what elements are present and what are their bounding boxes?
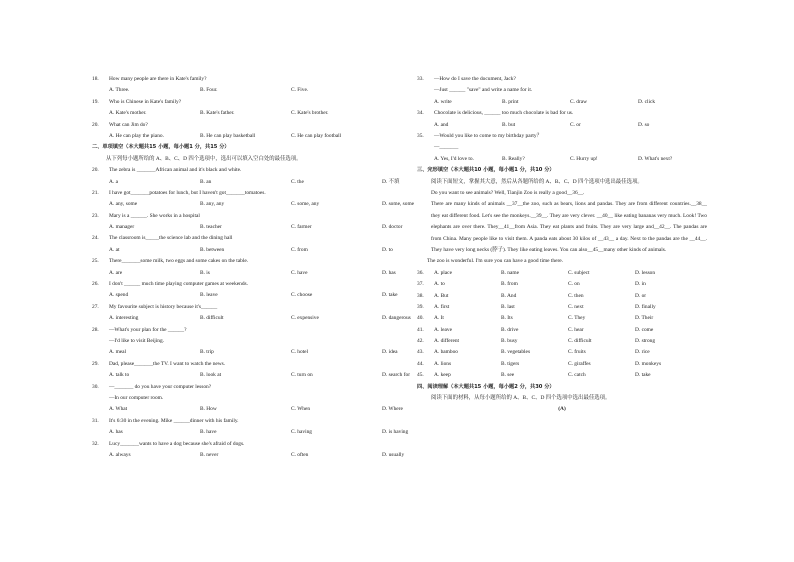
option[interactable]: D. idea bbox=[382, 349, 398, 356]
option[interactable]: D. click bbox=[638, 98, 656, 105]
question-stem: 26. I don't ______ much time playing computer games at weekends. bbox=[92, 281, 248, 288]
option[interactable]: A. interesting bbox=[109, 315, 139, 322]
passage-label: (A) bbox=[558, 406, 566, 413]
options-row bbox=[417, 120, 707, 131]
option[interactable]: A. always bbox=[109, 451, 131, 458]
option[interactable]: D. some, some bbox=[382, 201, 415, 208]
section-title: 三、完形填空（本大题共10 小题，每小题1 分，共10 分） bbox=[417, 167, 555, 174]
option[interactable]: C. fruits bbox=[568, 349, 586, 356]
option[interactable]: A. at bbox=[109, 246, 120, 253]
options-row bbox=[92, 427, 409, 438]
option[interactable]: A. are bbox=[109, 269, 123, 276]
option[interactable]: D. to bbox=[382, 246, 393, 253]
option[interactable]: B. Really? bbox=[502, 155, 525, 162]
options-row bbox=[92, 245, 393, 256]
option[interactable]: B. any, any bbox=[200, 201, 225, 208]
option[interactable]: B. Its bbox=[501, 315, 513, 322]
option[interactable]: B. And bbox=[501, 292, 517, 299]
cloze-row: 36. A. place B. name C. subject D. lesson bbox=[417, 268, 707, 279]
option[interactable]: C. They bbox=[568, 315, 586, 322]
question-stem-cont: —_______ bbox=[434, 144, 459, 151]
option[interactable]: B. never bbox=[200, 451, 219, 458]
option[interactable]: B. He can play basketball bbox=[200, 132, 256, 139]
option[interactable]: D. or bbox=[635, 292, 647, 299]
cloze-row: 42. A. different B. busy C. difficult D. strong bbox=[417, 336, 707, 347]
options-row bbox=[92, 347, 398, 358]
options-row bbox=[92, 222, 403, 233]
option[interactable]: A. Three. bbox=[109, 87, 130, 94]
options-row bbox=[92, 268, 396, 279]
section-title: 四、阅读理解（本大题共15 小题，每小题2 分，共30 分） bbox=[417, 383, 555, 390]
option[interactable]: D. is having bbox=[382, 429, 409, 436]
options-row bbox=[92, 177, 400, 188]
option[interactable]: C. hear bbox=[568, 326, 584, 333]
option[interactable]: C. the bbox=[291, 178, 304, 185]
option[interactable]: D. rice bbox=[635, 349, 650, 356]
option[interactable]: A. manager bbox=[109, 224, 135, 231]
question-stem: 34. Chocolate is delicious, ______ too much chocolate is bad for us. bbox=[417, 110, 574, 117]
cloze-row: 39. A. first B. last C. next D. finally bbox=[417, 302, 707, 313]
option[interactable]: C. on bbox=[568, 281, 580, 288]
option[interactable]: D. What's next? bbox=[638, 155, 673, 162]
option[interactable]: C. often bbox=[291, 451, 309, 458]
options-row bbox=[92, 290, 398, 301]
option[interactable]: B. last bbox=[501, 303, 515, 310]
option[interactable]: A. It bbox=[434, 315, 444, 322]
option[interactable]: D. come bbox=[635, 326, 654, 333]
option[interactable]: A. first bbox=[434, 303, 450, 310]
option[interactable]: C. farmer bbox=[291, 224, 312, 231]
option[interactable]: D. take bbox=[635, 372, 651, 379]
option[interactable]: D. dangerous bbox=[382, 315, 411, 322]
passage-paragraph: The zoo is wonderful. I'm sure you can have a good time there. bbox=[427, 258, 563, 265]
option[interactable]: C. difficult bbox=[568, 338, 592, 345]
question-stem: 24. The classroom is_____the science lab and the dining hall bbox=[92, 235, 233, 242]
options-row bbox=[417, 97, 707, 108]
option[interactable]: B. How bbox=[200, 406, 217, 413]
right-column bbox=[417, 74, 707, 416]
question-stem: 23. Mary is a ______. She works in a hospital bbox=[92, 212, 200, 219]
option[interactable]: D. Their bbox=[635, 315, 654, 322]
option[interactable]: C. next bbox=[568, 303, 584, 310]
option[interactable]: A. has bbox=[109, 429, 123, 436]
question-stem: 33. —How do I save the document, Jack? bbox=[417, 76, 516, 82]
option[interactable]: C. turn on bbox=[291, 372, 313, 379]
option[interactable]: A. keep bbox=[434, 372, 451, 379]
option[interactable]: B. print bbox=[502, 98, 519, 105]
option[interactable]: A. Yes, I'd love to. bbox=[434, 155, 474, 162]
question-stem: 20. What can Jim do? bbox=[92, 121, 148, 128]
option[interactable]: D. monkeys bbox=[635, 360, 662, 367]
options-row bbox=[417, 154, 707, 165]
cloze-row: 40. A. It B. Its C. They D. Their bbox=[417, 313, 707, 324]
cloze-row: 43. A. bamboo B. vegetables C. fruits D. rice bbox=[417, 347, 707, 358]
option[interactable]: B. busy bbox=[501, 338, 518, 345]
option[interactable]: D. so bbox=[638, 121, 650, 128]
question-stem: 21. I have got_______potatoes for lunch, but I haven't got_______tomatoes. bbox=[92, 189, 266, 196]
passage-paragraph: There are many kinds of animals __37__the zoo, such as bears, lions and pandas. They are from different countries.__38__ they eat different food. Let's see the monkeys.__39__. They are very clever. __40__ like eating bananas very much. Look! Two elephants are over there. They__41__from Asia. They eat plants and fruits. They are very large and__42__. The pandas are from China. Many people like to visit them. A panda eats about 30 kilos of __43__ a day. Next to the pandas are the __44__. They have very long necks (脖子). They like eating leaves. You can also__45__many other kinds of animals. bbox=[431, 201, 707, 253]
option[interactable]: B. between bbox=[200, 246, 225, 253]
option[interactable]: A. a bbox=[109, 178, 118, 185]
option[interactable]: B. difficult bbox=[200, 315, 224, 322]
option[interactable]: D. lesson bbox=[635, 269, 656, 276]
option[interactable]: B. from bbox=[501, 281, 518, 288]
question-stem-cont: —Just ______ "save" and write a name for it. bbox=[434, 87, 533, 94]
option[interactable]: B. drive bbox=[501, 326, 519, 333]
options-row bbox=[92, 313, 411, 324]
section-instruction: 从下列每小题所给的 A、B、C、D 四个选项中，选出可以填入空白处的最佳选项。 bbox=[106, 155, 302, 162]
option[interactable]: B. have bbox=[200, 429, 217, 436]
option[interactable]: C. When bbox=[291, 406, 311, 413]
option[interactable]: A. leave bbox=[434, 326, 452, 333]
option[interactable]: A. to bbox=[434, 281, 445, 288]
question-stem: 18. How many people are there in Kate's family? bbox=[92, 76, 207, 82]
option[interactable]: C. catch bbox=[568, 372, 586, 379]
section-title: 二、单项填空（本大题共15 小题，每小题1 分，共15 分） bbox=[92, 144, 230, 151]
option[interactable]: D. Where bbox=[382, 406, 403, 413]
question-stem: 32. Lucy_______wants to have a dog because she's afraid of dogs. bbox=[92, 440, 245, 447]
option[interactable]: D. in bbox=[635, 281, 646, 288]
option[interactable]: A. He can play the piano. bbox=[109, 132, 164, 139]
option[interactable]: A. What bbox=[109, 406, 128, 413]
option[interactable]: B. an bbox=[200, 178, 212, 185]
options-row bbox=[92, 199, 415, 210]
option[interactable]: B. trip bbox=[200, 349, 214, 356]
question-stem: 27. My favourite subject is history because it's______ bbox=[92, 303, 218, 310]
question-stem-cont: —I'd like to visit Beijing. bbox=[109, 337, 165, 344]
question-stem: 31. It's 6:30 in the evening. Mike ______dinner with his family. bbox=[92, 417, 239, 424]
option[interactable]: B. name bbox=[501, 269, 519, 276]
option[interactable]: A. write bbox=[434, 98, 452, 105]
option[interactable]: A. bamboo bbox=[434, 349, 458, 356]
cloze-row: 38. A. But B. And C. then D. or bbox=[417, 291, 707, 302]
cloze-options bbox=[417, 268, 707, 382]
option[interactable]: C. subject bbox=[568, 269, 590, 276]
option[interactable]: C. having bbox=[291, 429, 312, 436]
options-row bbox=[92, 85, 382, 96]
question-stem: 25. There_______some milk, two eggs and some cakes on the table. bbox=[92, 258, 249, 265]
options-row bbox=[92, 108, 382, 119]
question-stem-cont: —In our computer room. bbox=[109, 394, 164, 401]
section-instruction: 阅读下面的材料，从每小题所给的 A、B、C、D 四个选项中选出最佳选项。 bbox=[431, 395, 611, 402]
option[interactable]: A. spend bbox=[109, 292, 129, 299]
option[interactable]: A. and bbox=[434, 121, 449, 128]
option[interactable]: C. hotel bbox=[291, 349, 309, 356]
question-stem: 28. —What's your plan for the ______? bbox=[92, 326, 187, 333]
option[interactable]: A. place bbox=[434, 269, 452, 276]
option[interactable]: C. Five. bbox=[291, 87, 309, 94]
option[interactable]: B. see bbox=[501, 372, 515, 379]
option[interactable]: B. leave bbox=[200, 292, 218, 299]
option[interactable]: C. Kate's brother. bbox=[291, 110, 329, 117]
option[interactable]: D. has bbox=[382, 269, 396, 276]
question-stem: 35. —Would you like to come to my birthday party？ bbox=[417, 132, 542, 139]
option[interactable]: C. or bbox=[570, 121, 581, 128]
option[interactable]: B. vegetables bbox=[501, 349, 531, 356]
option[interactable]: C. then bbox=[568, 292, 584, 299]
option[interactable]: B. but bbox=[502, 121, 516, 128]
option[interactable]: C. He can play football bbox=[291, 132, 342, 139]
option[interactable]: C. have bbox=[291, 269, 308, 276]
single-choice-questions bbox=[92, 165, 415, 461]
question-stem: 30. —_______ do you have your computer lesson? bbox=[92, 383, 212, 390]
option[interactable]: A. But bbox=[434, 292, 449, 299]
option[interactable]: A. talk to bbox=[109, 372, 130, 379]
cloze-row: 44. A. lions B. tigers C. giraffes D. monkeys bbox=[417, 359, 707, 370]
left-column bbox=[92, 74, 415, 461]
option[interactable]: C. giraffes bbox=[568, 360, 591, 367]
cloze-row: 37. A. to B. from C. on D. in bbox=[417, 279, 707, 290]
option[interactable]: A. lions bbox=[434, 360, 452, 367]
option[interactable]: C. some, any bbox=[291, 201, 320, 208]
option[interactable]: A. any, some bbox=[109, 201, 138, 208]
option[interactable]: D. 不填 bbox=[382, 178, 400, 185]
question-stem: 19. Who is Chinese in Kate's family? bbox=[92, 98, 182, 105]
option[interactable]: B. is bbox=[200, 269, 210, 276]
option[interactable]: A. meal bbox=[109, 349, 127, 356]
listening-questions bbox=[92, 74, 382, 142]
question-stem: 20. The zebra is _______African animal and it's black and white. bbox=[92, 167, 242, 174]
section-instruction: 阅读下面短文，掌握其大意，然后从各题所给的 A、B、C、D 四个选项中选出最佳选项。 bbox=[431, 178, 643, 185]
option[interactable]: D. take bbox=[382, 292, 398, 299]
option[interactable]: D. search for bbox=[382, 372, 410, 379]
option[interactable]: B. look at bbox=[200, 372, 222, 379]
options-row bbox=[92, 404, 403, 415]
option[interactable]: D. strong bbox=[635, 338, 656, 345]
option[interactable]: C. Hurry up! bbox=[570, 155, 598, 162]
option[interactable]: D. doctor bbox=[382, 224, 403, 231]
option[interactable]: B. teacher bbox=[200, 224, 222, 231]
option[interactable]: C. from bbox=[291, 246, 308, 253]
option[interactable]: C. draw bbox=[570, 98, 588, 105]
option[interactable]: D. usually bbox=[382, 451, 405, 458]
option[interactable]: A. Kate's mother. bbox=[109, 110, 147, 117]
options-row bbox=[92, 450, 405, 461]
option[interactable]: B. Four. bbox=[200, 87, 218, 94]
option[interactable]: C. expensive bbox=[291, 315, 319, 322]
options-row bbox=[92, 370, 410, 381]
option[interactable]: C. choose bbox=[291, 292, 313, 299]
option[interactable]: A. different bbox=[434, 338, 460, 345]
cloze-row: 41. A. leave B. drive C. hear D. come bbox=[417, 325, 707, 336]
option[interactable]: B. Kate's father. bbox=[200, 110, 235, 117]
option[interactable]: B. tigers bbox=[501, 360, 520, 367]
cloze-row: 45. A. keep B. see C. catch D. take bbox=[417, 370, 707, 381]
options-row bbox=[92, 131, 382, 142]
option[interactable]: D. finally bbox=[635, 303, 656, 310]
question-stem: 29. Dad, please_______the TV. I want to watch the news. bbox=[92, 360, 226, 367]
passage-paragraph: Do you want to see animals? Well, Tianjin Zoo is really a good__36__. bbox=[431, 189, 585, 196]
